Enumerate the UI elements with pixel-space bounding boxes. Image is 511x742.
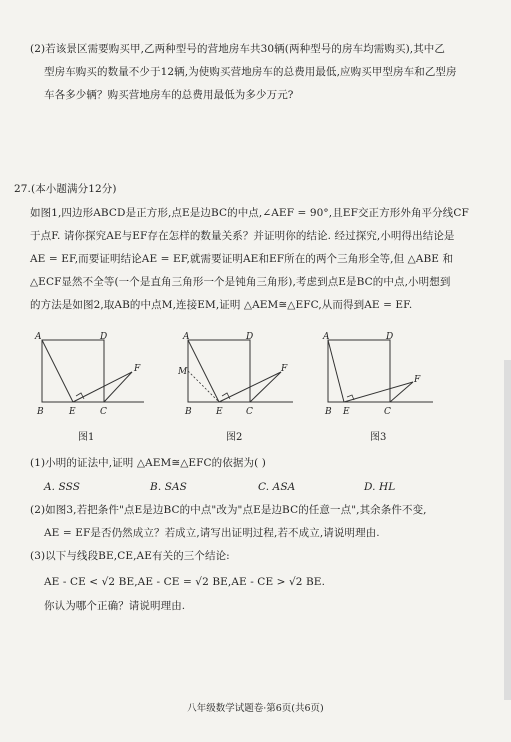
- figure-1: [32, 330, 157, 420]
- fig3-label-b: B: [325, 407, 332, 417]
- q27-1-stem: (1)小明的证法中,证明 △AEM≅△EFC的依据为( ): [30, 457, 266, 469]
- q27-para-line5: 的方法是如图2,取AB的中点M,连接EM,证明 △AEM≅△EFC,从而得到AE = EF.: [30, 299, 413, 311]
- fig1-caption: 图1: [78, 432, 95, 443]
- q27-1-option-b: B. SAS: [150, 481, 187, 493]
- fig2-label-b: B: [185, 407, 192, 417]
- q27-1-option-d: D. HL: [364, 481, 396, 493]
- fig3-label-c: C: [384, 407, 391, 417]
- fig2-caption: 图2: [226, 432, 243, 443]
- q27-3-question: 你认为哪个正确？请说明理由.: [44, 600, 186, 612]
- fig1-label-b: B: [37, 407, 44, 417]
- q27-2-line1: (2)如图3,若把条件"点E是边BC的中点"改为"点E是边BC的任意一点",其余条件不变,: [30, 504, 427, 516]
- fig3-label-e: E: [343, 407, 350, 417]
- scrollbar[interactable]: [504, 360, 511, 700]
- q27-3-line1: (3)以下与线段BE,CE,AE有关的三个结论:: [30, 550, 230, 562]
- page-footer: 八年级数学试题卷·第6页(共6页): [187, 703, 324, 714]
- q27-1-option-c: C. ASA: [258, 481, 296, 493]
- q27-title: 27.(本小题满分12分): [14, 183, 117, 195]
- fig3-label-a: A: [323, 332, 330, 342]
- fig2-label-d: D: [246, 332, 254, 342]
- fig3-label-f: F: [414, 375, 421, 385]
- q27-3-conclusions: AE - CE < √2 BE,AE - CE = √2 BE,AE - CE > √2 BE.: [44, 576, 326, 588]
- fig2-label-e: E: [216, 407, 223, 417]
- figure-3: [318, 330, 443, 420]
- figure-2: [178, 330, 303, 420]
- q27-para-line2: 于点F. 请你探究AE与EF存在怎样的数量关系？并证明你的结论. 经过探究,小明得出结论是: [30, 230, 455, 242]
- fig2-label-c: C: [246, 407, 253, 417]
- fig1-label-c: C: [100, 407, 107, 417]
- fig1-label-a: A: [35, 332, 42, 342]
- fig1-label-d: D: [100, 332, 108, 342]
- fig2-label-m: M: [178, 367, 188, 377]
- q27-para-line4: △ECF显然不全等(一个是直角三角形一个是钝角三角形),考虑到点E是BC的中点,小明想到: [30, 276, 451, 288]
- q27-para-line3: AE = EF,而要证明结论AE = EF,就需要证明AE和EF所在的两个三角形全等,但 △ABE 和: [30, 253, 454, 265]
- q27-para-line1: 如图1,四边形ABCD是正方形,点E是边BC的中点,∠AEF = 90°,且EF交正方形外角平分线CF: [30, 207, 469, 219]
- fig2-label-a: A: [183, 332, 190, 342]
- fig2-label-f: F: [281, 364, 288, 374]
- fig3-label-d: D: [386, 332, 394, 342]
- q26-2-line2: 型房车购买的数量不少于12辆,为使购买营地房车的总费用最低,应购买甲型房车和乙型房: [44, 66, 457, 78]
- q27-1-option-a: A. SSS: [44, 481, 81, 493]
- fig1-label-f: F: [134, 364, 141, 374]
- q26-2-line3: 车各多少辆？购买营地房车的总费用最低为多少万元?: [44, 89, 294, 101]
- fig3-caption: 图3: [370, 432, 387, 443]
- q26-2-line1: (2)若该景区需要购买甲,乙两种型号的营地房车共30辆(两种型号的房车均需购买),其中乙: [30, 43, 446, 55]
- q27-2-line2: AE = EF是否仍然成立？若成立,请写出证明过程,若不成立,请说明理由.: [44, 527, 380, 539]
- fig1-label-e: E: [69, 407, 76, 417]
